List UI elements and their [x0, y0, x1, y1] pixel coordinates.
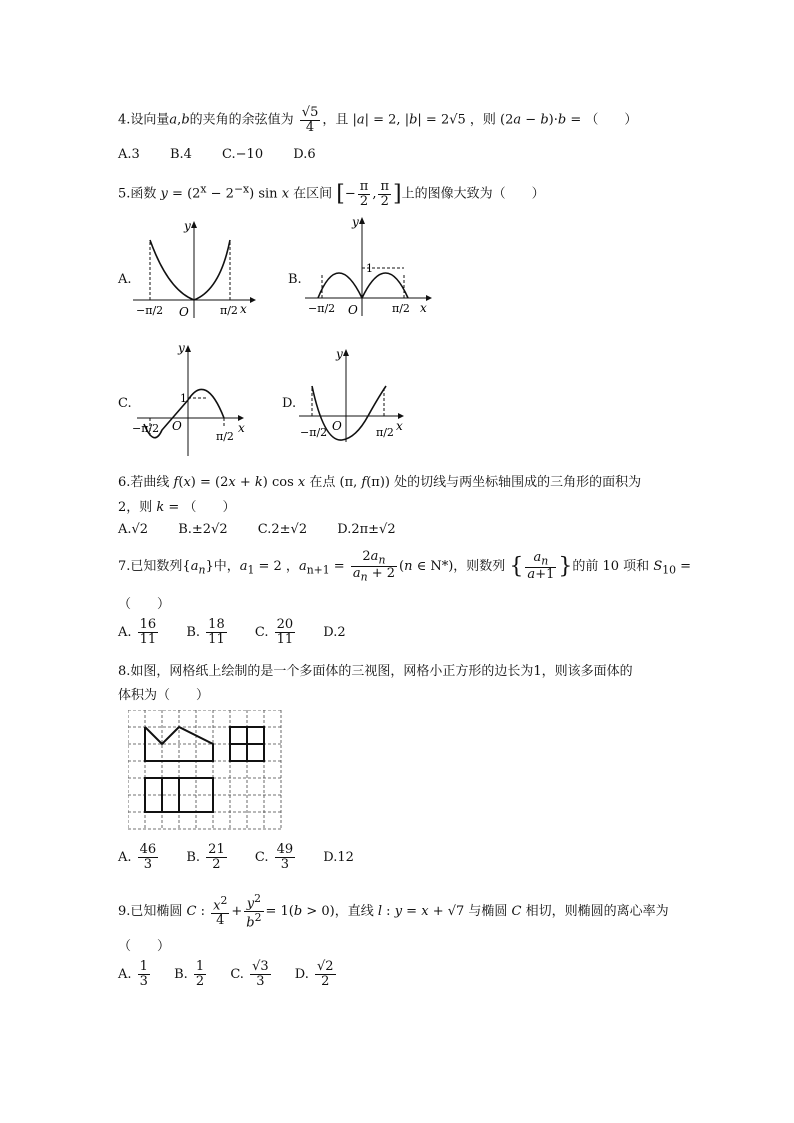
graph-b-x-label: x [420, 301, 427, 315]
q4-options [118, 147, 342, 162]
graph-c[interactable] [132, 340, 252, 460]
graph-c-x-label: x [238, 421, 245, 435]
graph-a-y-label: y [184, 219, 191, 233]
graph-d-origin: O [332, 419, 342, 433]
q6-stem: 6.若曲线 f(x) = (2x + k) cos x 在点 (π, f(π)) 处的切线与两坐标轴围成的三角形的面积为 [118, 475, 642, 490]
graph-c-origin: O [172, 419, 182, 433]
graph-a[interactable] [128, 218, 258, 328]
q8-option-b[interactable]: B. $\frac{21}{2}$ [186, 842, 225, 872]
graph-b-label[interactable]: B. [288, 272, 302, 287]
q8-stem: 8.如图，网格纸上绘制的是一个多面体的三视图，网格小正方形的边长为1，则该多面体的 [118, 664, 633, 679]
graph-d-half-pi: π/2 [376, 426, 394, 439]
q8-stem-2: 体积为（ ） [118, 688, 210, 703]
q8-option-c[interactable]: C. $\frac{49}{3}$ [254, 842, 294, 872]
q4-option-d[interactable]: D.6 [293, 147, 316, 162]
q4-stem: 4.设向量a,b的夹角的余弦值为 $\frac{√5}{4}$ ，且 |a| = 2, |b| = 2√5 ，则 (2a − b)·b = （ ） [118, 105, 638, 135]
q8-option-a[interactable]: A. $\frac{46}{3}$ [118, 842, 157, 872]
q9-option-a[interactable]: A. $\frac{1}{3}$ [118, 959, 148, 989]
q7-stem-2: （ ） [118, 597, 171, 612]
q9-stem-2: （ ） [118, 939, 171, 954]
graph-b-one: 1 [366, 262, 373, 275]
q4-option-c[interactable]: C.−10 [222, 147, 264, 162]
q6-option-c[interactable]: C.2±√2 [257, 522, 308, 537]
graph-b-half-pi: π/2 [392, 302, 410, 315]
q5-stem: 5.函数 $y = (2^x - 2^{-x})$ sin x 在区间 [− $\frac{\pi}{2}$ , $\frac{\pi}{2}$ ]上的图像大致为（ ） [118, 179, 545, 209]
graph-a-label[interactable]: A. [118, 272, 132, 287]
q7-stem: 7.已知数列$\{a_n\}$中，$a_1 = 2$ ，$a_{n+1}$ = $\frac{2a_n}{a_n + 2}$ (n ∈ N*)，则数列 { $\frac{a_n}{a+1}$ }的前 10 项和 $S_{10}$ = [118, 549, 692, 584]
graph-d-label[interactable]: D. [282, 396, 297, 411]
q9-option-b[interactable]: B. $\frac{1}{2}$ [174, 959, 205, 989]
graph-d-y-label: y [336, 347, 343, 361]
q4-option-b[interactable]: B.4 [169, 147, 192, 162]
graph-a-half-pi: π/2 [220, 304, 238, 317]
graph-b-origin: O [348, 303, 358, 317]
graph-a-x-label: x [240, 302, 247, 316]
q6-options [118, 522, 422, 537]
graph-b-neg-half-pi: −π/2 [308, 302, 336, 315]
q7-option-a[interactable]: A. $\frac{16}{11}$ [118, 617, 157, 647]
q7-option-b[interactable]: B. $\frac{18}{11}$ [186, 617, 225, 647]
q7-options [118, 618, 346, 646]
q8-option-d[interactable]: D.12 [323, 849, 354, 865]
graph-d[interactable] [294, 346, 414, 446]
graph-a-neg-half-pi: −π/2 [136, 304, 164, 317]
graph-c-y-label: y [178, 341, 185, 355]
q6-option-d[interactable]: D.2π±√2 [337, 522, 396, 537]
q6-option-a[interactable]: A.√2 [118, 522, 149, 537]
q9-options [118, 960, 338, 988]
graph-d-x-label: x [396, 419, 403, 433]
q9-stem: 9.已知椭圆 C : $\frac{x^2}{4}$ + $\frac{y^2}{b^2}$ = 1(b > 0)，直线 l : y = x + √7 与椭圆 C 相切，则椭圆的离心率为 [118, 892, 669, 931]
graph-c-half-pi: π/2 [216, 430, 234, 443]
three-view-grid-figure [128, 710, 282, 830]
q9-option-c[interactable]: C. $\frac{√3}{3}$ [230, 959, 269, 989]
graph-b[interactable] [300, 212, 440, 328]
q4-option-a[interactable]: A.3 [118, 147, 140, 162]
q7-option-c[interactable]: C. $\frac{20}{11}$ [254, 617, 294, 647]
graph-b-y-label: y [352, 215, 359, 229]
q7-option-d[interactable]: D.2 [323, 624, 346, 640]
q9-option-d[interactable]: D. $\frac{√2}{2}$ [294, 959, 334, 989]
graph-c-one: 1 [180, 392, 187, 405]
q6-stem-2: 2，则 k = （ ） [118, 500, 236, 515]
graph-c-neg-half-pi: −π/2 [132, 422, 160, 435]
graph-d-neg-half-pi: −π/2 [300, 426, 328, 439]
graph-c-label[interactable]: C. [118, 396, 132, 411]
q8-options [118, 843, 354, 871]
q6-option-b[interactable]: B.±2√2 [178, 522, 228, 537]
graph-a-origin: O [179, 305, 189, 319]
